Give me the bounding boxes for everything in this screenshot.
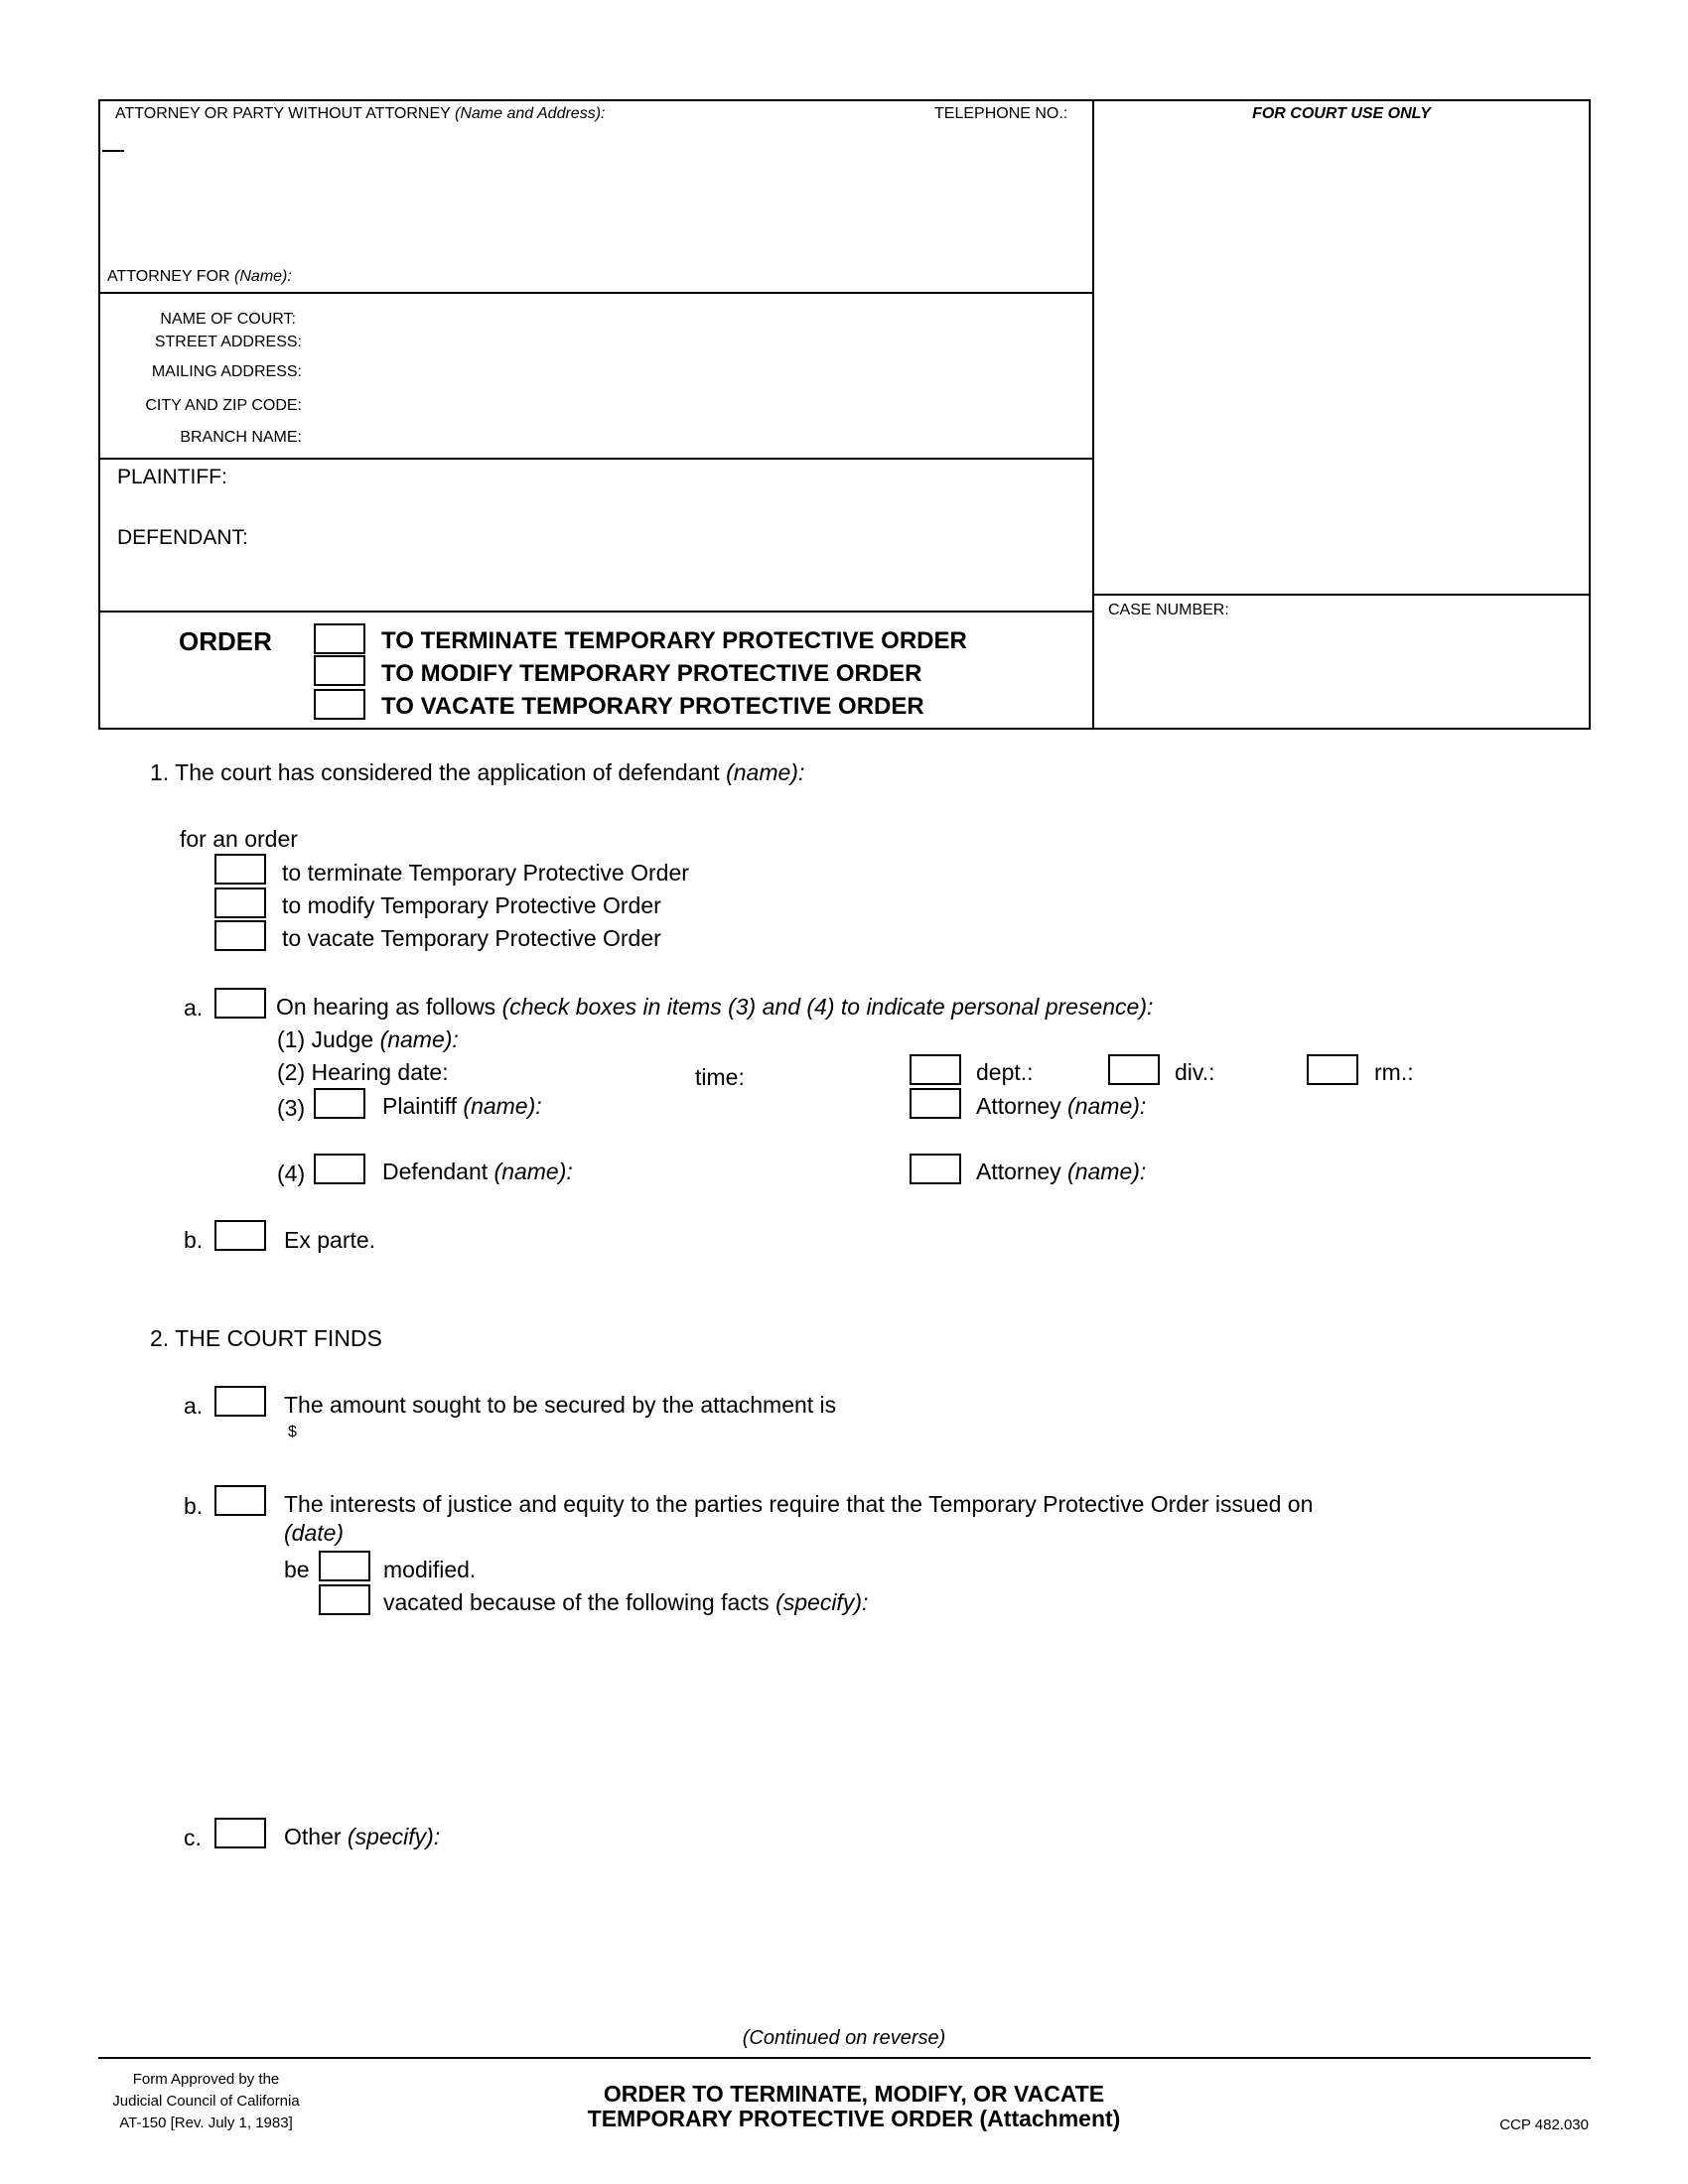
court-name-label: NAME OF COURT: xyxy=(160,311,296,328)
defendant-attorney-label xyxy=(976,1159,1146,1185)
be-label: be xyxy=(284,1557,310,1582)
other-label xyxy=(284,1824,440,1850)
attorney-for-label xyxy=(107,268,292,286)
defendant-label: DEFENDANT: xyxy=(117,526,248,549)
footer-title-2: TEMPORARY PROTECTIVE ORDER (Attachment) xyxy=(587,2106,1121,2131)
attorney-for-note: (Name): xyxy=(234,268,292,285)
item1a-letter: a. xyxy=(184,995,204,1021)
checkbox-modified[interactable] xyxy=(319,1551,370,1581)
checkbox-order-terminate[interactable] xyxy=(314,623,365,654)
item2c-letter: c. xyxy=(184,1825,202,1850)
item1-text xyxy=(150,759,804,786)
hearing-date-label: (2) Hearing date: xyxy=(277,1059,449,1085)
judge-label xyxy=(277,1026,459,1053)
defendant-attorney-note: (name): xyxy=(1067,1159,1147,1184)
city-zip-label: CITY AND ZIP CODE: xyxy=(145,397,302,414)
checkbox-ex-parte[interactable] xyxy=(214,1220,266,1251)
attorney-label-note: (Name and Address): xyxy=(455,105,606,122)
defendant-attorney-text: Attorney xyxy=(976,1159,1061,1184)
footer-title-1: ORDER TO TERMINATE, MODIFY, OR VACATE xyxy=(603,2081,1105,2107)
mailing-address-label: MAILING ADDRESS: xyxy=(151,363,302,380)
checkbox-defendant-attorney[interactable] xyxy=(910,1154,961,1184)
plaintiff-label: PLAINTIFF: xyxy=(117,466,227,488)
item1-text-main: 1. The court has considered the application of defendant xyxy=(150,759,720,785)
branch-name-label: BRANCH NAME: xyxy=(180,429,302,446)
checkbox-div[interactable] xyxy=(1108,1054,1160,1085)
ccp-code: CCP 482.030 xyxy=(1499,2116,1589,2133)
item1a-text-note: (check boxes in items (3) and (4) to indicate personal presence): xyxy=(501,994,1154,1020)
item1a-text xyxy=(276,994,1153,1021)
order-label: ORDER xyxy=(179,626,272,656)
frame-top xyxy=(98,99,1591,101)
form-approved-3: AT-150 [Rev. July 1, 1983] xyxy=(119,2115,293,2131)
judge-label-note: (name): xyxy=(379,1026,459,1052)
checkbox-order-modify[interactable] xyxy=(314,655,365,686)
plaintiff-attorney-note: (name): xyxy=(1067,1093,1147,1119)
item1a-text-main: On hearing as follows xyxy=(276,994,496,1020)
item2-title: 2. THE COURT FINDS xyxy=(150,1325,382,1351)
modified-label: modified. xyxy=(383,1557,477,1582)
checkbox-interests[interactable] xyxy=(214,1485,266,1516)
order-option-terminate: TO TERMINATE TEMPORARY PROTECTIVE ORDER xyxy=(381,627,967,654)
rm-label: rm.: xyxy=(1374,1059,1414,1085)
ex-parte-label: Ex parte. xyxy=(284,1227,376,1253)
checkbox-other[interactable] xyxy=(214,1818,266,1848)
checkbox-plaintiff-present[interactable] xyxy=(314,1088,365,1119)
other-label-note: (specify): xyxy=(347,1824,441,1849)
frame-divider-vertical xyxy=(1092,99,1094,730)
divider-court xyxy=(98,458,1094,460)
app-option-terminate: to terminate Temporary Protective Order xyxy=(282,860,689,886)
plaintiff-attorney-text: Attorney xyxy=(976,1093,1061,1119)
continued-note: (Continued on reverse) xyxy=(742,2027,946,2049)
divider-parties xyxy=(98,611,1094,613)
item1b-letter: b. xyxy=(184,1227,204,1253)
court-use-label: FOR COURT USE ONLY xyxy=(1252,105,1431,122)
judge-label-text: (1) Judge xyxy=(277,1026,374,1052)
checkbox-amount[interactable] xyxy=(214,1386,266,1417)
vacated-label-text: vacated because of the following facts xyxy=(383,1589,770,1615)
amount-label: The amount sought to be secured by the attachment is xyxy=(284,1392,837,1418)
interests-date-note: (date) xyxy=(284,1520,345,1546)
divider-case-number xyxy=(1092,594,1591,596)
time-label: time: xyxy=(695,1064,745,1090)
frame-bottom xyxy=(98,728,1591,730)
checkbox-plaintiff-attorney[interactable] xyxy=(910,1088,961,1119)
checkbox-on-hearing[interactable] xyxy=(214,988,266,1019)
checkbox-defendant-present[interactable] xyxy=(314,1154,365,1184)
attorney-label xyxy=(115,105,605,123)
defendant-name-label xyxy=(382,1159,573,1185)
n4-label: (4) xyxy=(277,1160,306,1186)
dollar-sign: $ xyxy=(288,1424,297,1440)
divider-attorney xyxy=(98,292,1094,294)
telephone-label: TELEPHONE NO.: xyxy=(934,105,1068,122)
footer-rule xyxy=(98,2057,1591,2059)
frame-right xyxy=(1589,99,1591,730)
plaintiff-name-note: (name): xyxy=(463,1093,542,1119)
order-option-vacate: TO VACATE TEMPORARY PROTECTIVE ORDER xyxy=(381,693,924,720)
form-approved-1: Form Approved by the xyxy=(132,2071,280,2088)
item1-text-note: (name): xyxy=(726,759,805,785)
order-option-modify: TO MODIFY TEMPORARY PROTECTIVE ORDER xyxy=(381,660,922,687)
vacated-label xyxy=(383,1589,868,1616)
plaintiff-name-label xyxy=(382,1093,542,1120)
checkbox-order-vacate[interactable] xyxy=(314,689,365,720)
item2a-letter: a. xyxy=(184,1393,204,1419)
attorney-label-text: ATTORNEY OR PARTY WITHOUT ATTORNEY xyxy=(115,105,451,122)
item2b-letter: b. xyxy=(184,1493,204,1519)
interests-label: The interests of justice and equity to the parties require that the Temporary Protective Order issued on xyxy=(284,1491,1314,1517)
street-address-label: STREET ADDRESS: xyxy=(154,334,302,350)
checkbox-rm[interactable] xyxy=(1307,1054,1358,1085)
checkbox-app-modify[interactable] xyxy=(214,887,266,918)
vacated-label-note: (specify): xyxy=(775,1589,869,1615)
checkbox-app-terminate[interactable] xyxy=(214,854,266,885)
other-label-text: Other xyxy=(284,1824,342,1849)
n3-label: (3) xyxy=(277,1095,306,1121)
defendant-name-text: Defendant xyxy=(382,1159,489,1184)
dept-label: dept.: xyxy=(976,1059,1034,1085)
checkbox-dept[interactable] xyxy=(910,1054,961,1085)
case-number-label: CASE NUMBER: xyxy=(1108,602,1229,618)
plaintiff-attorney-label xyxy=(976,1093,1146,1120)
checkbox-vacated[interactable] xyxy=(319,1584,370,1615)
form-approved-2: Judicial Council of California xyxy=(112,2093,300,2110)
app-option-modify: to modify Temporary Protective Order xyxy=(282,892,661,918)
div-label: div.: xyxy=(1175,1059,1215,1085)
plaintiff-name-text: Plaintiff xyxy=(382,1093,458,1119)
for-an-order: for an order xyxy=(180,826,298,852)
attorney-mark xyxy=(102,150,124,152)
defendant-name-note: (name): xyxy=(493,1159,573,1184)
checkbox-app-vacate[interactable] xyxy=(214,920,266,951)
attorney-for-text: ATTORNEY FOR xyxy=(107,268,230,285)
app-option-vacate: to vacate Temporary Protective Order xyxy=(282,925,661,951)
